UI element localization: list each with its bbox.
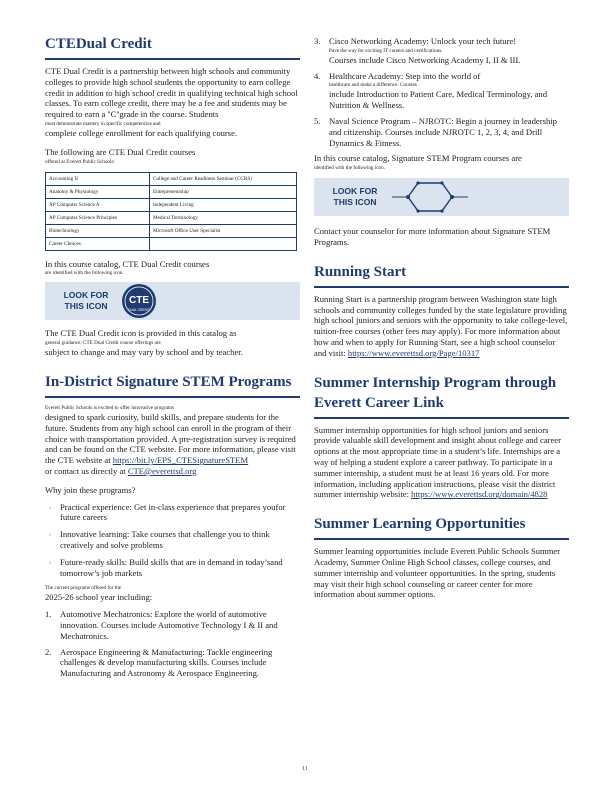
- program-number: 2.: [45, 646, 52, 657]
- program-text: Cisco Networking Academy: Unlock your tech future!: [329, 36, 517, 46]
- page-number: 11: [302, 766, 308, 772]
- table-row: [46, 172, 297, 185]
- stem-contact-text: or contact us directly at: [45, 465, 126, 476]
- heading-rule: [45, 396, 300, 398]
- table-cell: Microsoft Office User Specialist: [149, 224, 296, 237]
- stem-heading: In-District Signature STEM Programs: [45, 373, 292, 390]
- table-cell: Career Choices: [46, 237, 150, 250]
- running-start-text: [314, 294, 569, 359]
- list-item: [314, 71, 569, 111]
- table-row: [46, 237, 297, 250]
- heading-rule: [314, 538, 569, 540]
- list-item: [45, 529, 300, 551]
- cte-catalog-note-text: In this course catalog, CTE Dual Credit courses: [45, 258, 210, 269]
- programs-year: 2025-26 school year including:: [45, 592, 153, 603]
- bullet-icon: ›: [49, 532, 51, 539]
- program-small: healthcare and make a difference. Courses: [329, 82, 417, 89]
- program-number: 1.: [45, 609, 52, 620]
- summer-learning-heading: Summer Learning Opportunities: [314, 516, 526, 533]
- internship-text: [314, 425, 569, 501]
- cte-icon-callout: [45, 282, 300, 320]
- cte-icon-subtext: DUAL CREDIT: [128, 308, 150, 313]
- table-cell: Accounting II: [46, 172, 150, 185]
- stem-hexagon-icon: [390, 178, 470, 216]
- stem-intro-small: Everett Public Schools is excited to offer innovative programs: [45, 404, 174, 411]
- table-row: [46, 224, 297, 237]
- cte-icon-note: [45, 328, 300, 358]
- internship-body: Summer internship opportunities for high school juniors and seniors provide valuable skill development and insight about college and career options at the most appropriate time in a student’s life. Internships are a way of helping a student explore a career pathway. To participate in a summer internship, a student must be at least 16 years old. For more information, including application instructions, please visit the district summer internship website:: [314, 424, 561, 500]
- cte-catalog-note: [45, 259, 300, 278]
- right-column: [314, 0, 569, 600]
- cte-catalog-note-small: are identified with the following icon.: [45, 270, 124, 277]
- programs-list-right: [314, 36, 569, 148]
- programs-intro: [45, 584, 300, 603]
- program-number: 5.: [314, 115, 321, 126]
- program-end: include Introduction to Patient Care, Medical Terminology, and Nutrition & Wellness.: [329, 89, 548, 111]
- cte-icon-note-small: general guidance; CTE Dual Credit course offerings are: [45, 340, 161, 347]
- summer-learning-text: Summer learning opportunities include Everett Public Schools Summer Academy, Summer Online High School classes, college courses, and summer internship and volunteer opportunities. In the spring, students may visit their high school counseling or career center for more information about summer options.: [314, 546, 561, 600]
- table-row: [46, 198, 297, 211]
- stem-icon-callout: [314, 178, 569, 216]
- cte-dual-credit-icon: [119, 281, 159, 321]
- stem-intro-text: designed to spark curiosity, build skills, and prepare students for the future. Students from any high school can enroll in the program of their choice with transportation provided. A pre-registration survey is required and can be found on the CTE website. For more information, please visit the CTE website at: [45, 411, 296, 466]
- stem-catalog-note-text: In this course catalog, Signature STEM Program courses are: [314, 153, 522, 164]
- program-end: Courses include Cisco Networking Academy I, II & III.: [329, 54, 521, 65]
- table-cell: Independent Living: [149, 198, 296, 211]
- stem-website-link[interactable]: https://bit.ly/EPS_CTESignatureSTEM: [112, 455, 249, 466]
- table-cell: Entrepreneurship: [149, 185, 296, 198]
- left-column: [45, 0, 300, 684]
- cte-dual-credit-heading: CTEDual Credit: [45, 36, 152, 52]
- cte-intro-small: must demonstrate mastery in specific competencies and: [45, 120, 161, 127]
- table-row: [46, 185, 297, 198]
- internship-link[interactable]: https://www.everettsd.org/domain/4828: [411, 489, 548, 500]
- cte-intro-text: CTE Dual Credit is a partnership between high schools and community colleges to provide high school students the opportunity to earn college credit in addition to high school credit in qualifying technical high school classes. To earn college credit, there may be a fee and students may be required to earn a ''C''grade in the course. Students: [45, 66, 298, 120]
- look-for-line-1: LOOK FOR: [332, 186, 378, 197]
- program-text: Aerospace Engineering & Manufacturing: Tackle engineering challenges & develop manufacturing skills. Courses include Manufacturing and Astronomy & Aerospace Engineering.: [60, 646, 273, 679]
- running-start-body: Running Start is a partnership program between Washington state high schools and community colleges funded by the state legislature providing high school juniors and seniors with the opportunity to take college-level, tuition-free courses (other fees may apply). For more information about how and when to apply for Running Start, see a high school counselor and visit:: [314, 293, 568, 358]
- list-item: [45, 557, 300, 579]
- bullet-text: Practical experience: Get in-class experience that prepares youfor future careers: [60, 501, 286, 523]
- look-for-label: [326, 186, 384, 208]
- why-join: Why join these programs?: [45, 484, 136, 495]
- look-for-label: [57, 290, 115, 312]
- cte-intro-end: complete college enrollment for each qualifying course.: [45, 127, 238, 138]
- cte-list-intro-text: The following are CTE Dual Credit courses: [45, 146, 196, 157]
- program-number: 4.: [314, 70, 321, 81]
- table-cell: Anatomy & Physiology: [46, 185, 150, 198]
- cte-courses-table: [45, 172, 297, 251]
- list-item: [314, 116, 569, 148]
- look-for-line-2: THIS ICON: [64, 301, 108, 312]
- bullet-icon: ›: [49, 504, 51, 511]
- table-cell: [149, 237, 296, 250]
- running-start-heading: Running Start: [314, 263, 407, 280]
- table-row: [46, 211, 297, 224]
- program-text: Naval Science Program – NJROTC: Begin a journey in leadership and citizenship. Courses include NJROTC 1, 2, 3, 4, and Drill Dynamics & Fitness.: [329, 115, 557, 148]
- cte-icon-note-end: subject to change and may vary by school and by teacher.: [45, 347, 243, 358]
- programs-list-left: [45, 609, 300, 679]
- bullet-icon: ›: [49, 559, 51, 566]
- program-text: Healthcare Academy: Step into the world of: [329, 70, 481, 81]
- heading-rule: [314, 417, 569, 419]
- internship-heading: Summer Internship Program through Everett Career Link: [314, 374, 557, 411]
- stem-catalog-note-small: identified with the following icon.: [314, 165, 386, 172]
- bullet-text: Innovative learning: Take courses that challenge you to think creatively and solve problems: [60, 529, 270, 550]
- program-number: 3.: [314, 36, 321, 46]
- programs-intro-small: The current programs offered for the: [45, 585, 122, 592]
- table-cell: College and Career Readiness Seminar (CCRS): [149, 172, 296, 185]
- look-for-line-1: LOOK FOR: [63, 290, 109, 301]
- stem-catalog-note: [314, 153, 569, 172]
- running-start-link[interactable]: https://www.everettsd.org/Page/10317: [347, 347, 480, 358]
- table-cell: Biotechnology: [46, 224, 150, 237]
- list-item: [314, 36, 569, 66]
- cte-icon-text: CTE: [129, 295, 149, 307]
- table-cell: AP Computer Science Principles: [46, 211, 150, 224]
- heading-rule: [314, 286, 569, 288]
- stem-contact-note: Contact your counselor for more information about Signature STEM Programs.: [314, 226, 551, 247]
- cte-list-intro: [45, 147, 300, 166]
- cte-list-intro-small: offered at Everett Public Schools:: [45, 158, 115, 165]
- table-cell: AP Computer Science A: [46, 198, 150, 211]
- program-text: Automotive Mechatronics: Explore the world of automotive innovation. Courses include Automotive Technology I & II and Mechatronics.: [60, 609, 278, 641]
- cte-email-link[interactable]: CTE@everettsd.org: [127, 465, 197, 476]
- heading-rule: [45, 58, 300, 60]
- list-item: [45, 609, 300, 641]
- bullet-text: Future-ready skills: Build skills that are in demand in today’sand tomorrow’s job markets: [60, 556, 283, 578]
- list-item: [45, 647, 300, 679]
- table-cell: Medical Terminology: [149, 211, 296, 224]
- cte-intro: [45, 66, 300, 139]
- program-small: Pave the way for exciting IT careers and certifications.: [329, 47, 443, 54]
- stem-intro: [45, 404, 300, 477]
- benefits-list: [45, 502, 300, 579]
- look-for-line-2: THIS ICON: [333, 197, 377, 208]
- list-item: [45, 502, 300, 524]
- cte-icon-note-text: The CTE Dual Credit icon is provided in this catalog as: [45, 328, 237, 339]
